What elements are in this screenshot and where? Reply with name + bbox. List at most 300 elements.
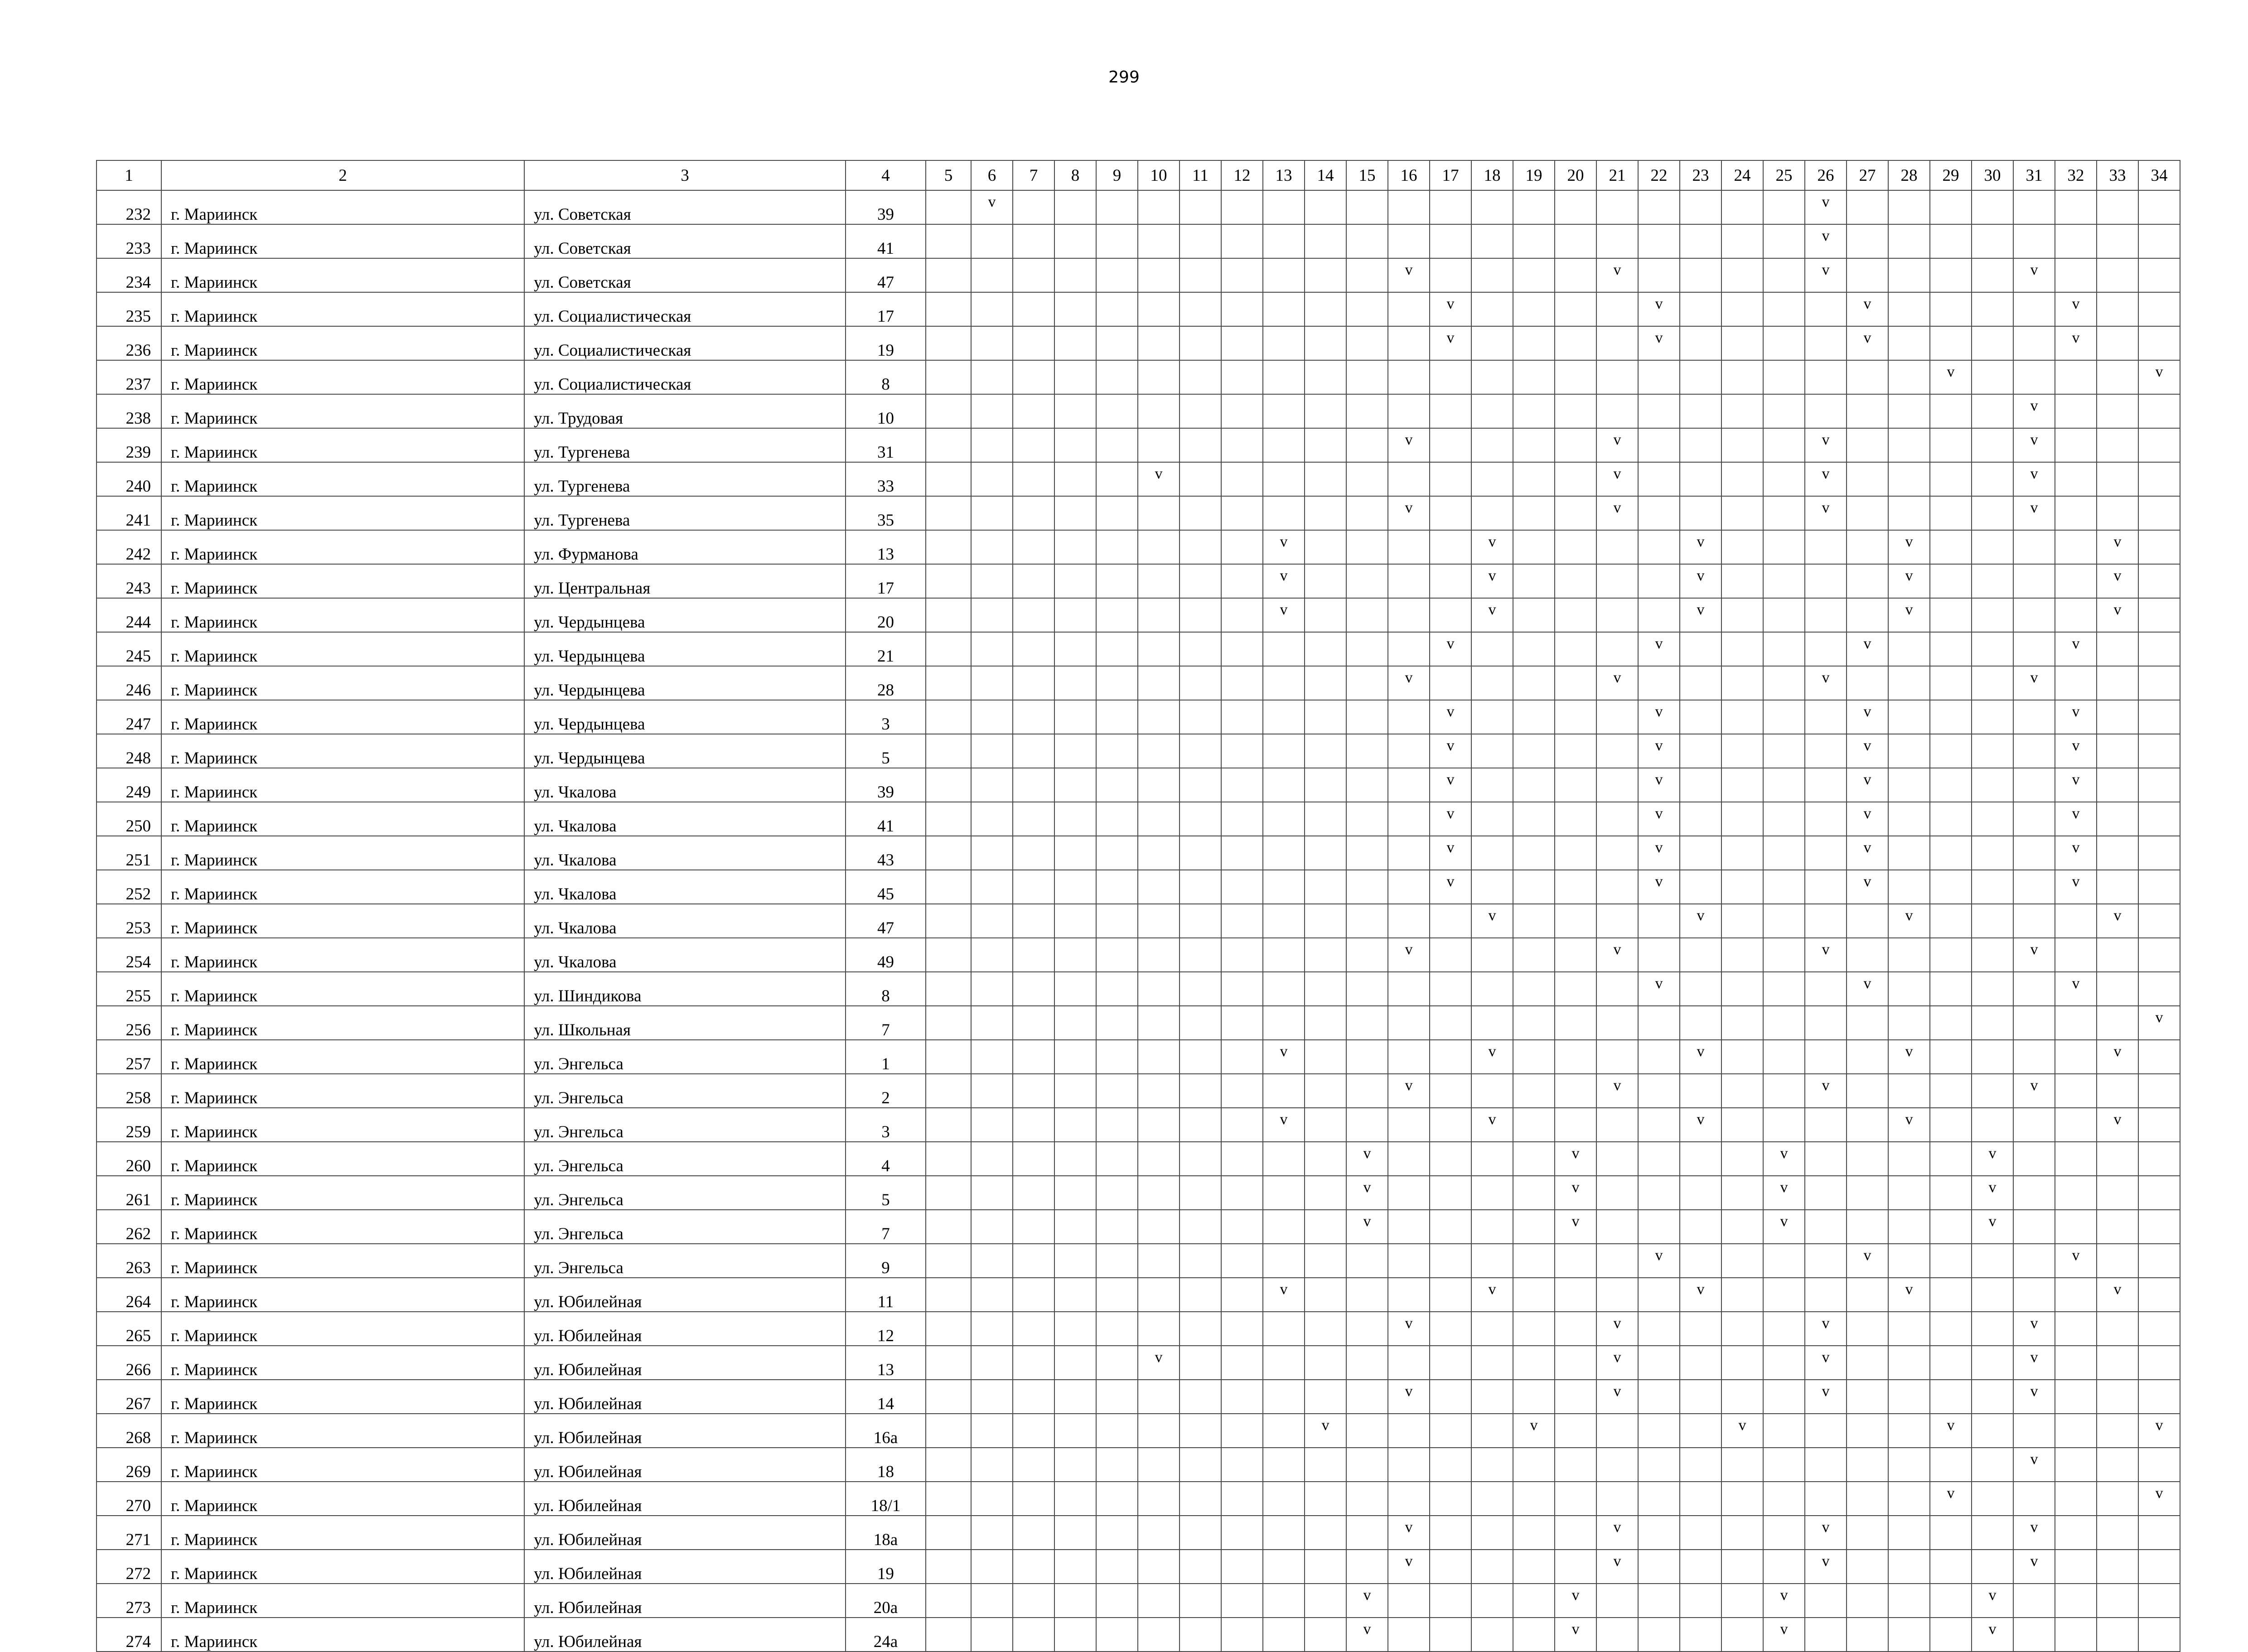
mark-cell-col-8 xyxy=(1054,1210,1096,1244)
city-cell: г. Мариинск xyxy=(161,1040,524,1074)
check-mark: v xyxy=(1305,1414,1346,1448)
house-number-cell: 47 xyxy=(846,258,926,292)
mark-cell-col-31 xyxy=(2013,700,2055,734)
street-cell: ул. Шиндикова xyxy=(524,972,846,1006)
mark-cell-col-16 xyxy=(1388,394,1430,428)
mark-cell-col-9 xyxy=(1096,224,1138,258)
mark-cell-col-9 xyxy=(1096,1244,1138,1278)
mark-cell-col-19 xyxy=(1513,1516,1555,1550)
mark-cell-col-8 xyxy=(1054,1108,1096,1142)
check-mark: v xyxy=(2138,1414,2180,1448)
mark-cell-col-8 xyxy=(1054,938,1096,972)
column-header-8: 8 xyxy=(1054,160,1096,190)
row-number-cell: 271 xyxy=(97,1516,161,1550)
mark-cell-col-5 xyxy=(926,870,971,904)
mark-cell-col-7 xyxy=(1013,1176,1054,1210)
check-mark: v xyxy=(1596,496,1638,530)
mark-cell-col-5 xyxy=(926,530,971,564)
mark-cell-col-22 xyxy=(1638,1040,1680,1074)
mark-cell-col-12 xyxy=(1221,428,1263,462)
mark-cell-col-7 xyxy=(1013,1346,1054,1380)
house-number-cell: 8 xyxy=(846,360,926,394)
mark-cell-col-18 xyxy=(1471,938,1513,972)
mark-cell-col-12 xyxy=(1221,1618,1263,1652)
mark-cell-col-32 xyxy=(2055,394,2097,428)
mark-cell-col-5 xyxy=(926,462,971,496)
mark-cell-col-17 xyxy=(1430,1346,1471,1380)
row-number-cell: 256 xyxy=(97,1006,161,1040)
column-header-14: 14 xyxy=(1305,160,1346,190)
mark-cell-col-24 xyxy=(1721,428,1763,462)
column-header-1: 1 xyxy=(97,160,161,190)
city-cell: г. Мариинск xyxy=(161,360,524,394)
mark-cell-col-13 xyxy=(1263,496,1305,530)
street-cell: ул. Советская xyxy=(524,190,846,224)
mark-cell-col-21 xyxy=(1596,1040,1638,1074)
mark-cell-col-21 xyxy=(1596,1142,1638,1176)
mark-cell-col-30 xyxy=(1972,1380,2013,1414)
mark-cell-col-34 xyxy=(2138,632,2180,666)
mark-cell-col-33 xyxy=(2097,666,2138,700)
mark-cell-col-15 xyxy=(1346,1040,1388,1074)
mark-cell-col-14 xyxy=(1305,938,1346,972)
mark-cell-col-10 xyxy=(1138,768,1180,802)
mark-cell-col-33 xyxy=(2097,632,2138,666)
mark-cell-col-9 xyxy=(1096,904,1138,938)
mark-cell-col-26 xyxy=(1805,1006,1847,1040)
mark-cell-col-32 xyxy=(2055,428,2097,462)
column-header-16: 16 xyxy=(1388,160,1430,190)
mark-cell-col-11 xyxy=(1180,972,1221,1006)
mark-cell-col-20 xyxy=(1555,734,1596,768)
mark-cell-col-27 xyxy=(1847,564,1888,598)
mark-cell-col-15 xyxy=(1346,326,1388,360)
mark-cell-col-28 xyxy=(1888,1516,1930,1550)
mark-cell-col-29 xyxy=(1930,190,1972,224)
mark-cell-col-33 xyxy=(2097,1482,2138,1516)
mark-cell-col-5 xyxy=(926,700,971,734)
mark-cell-col-25 xyxy=(1763,1516,1805,1550)
mark-cell-col-26 xyxy=(1805,1176,1847,1210)
mark-cell-col-19 xyxy=(1513,1550,1555,1584)
mark-cell-col-7 xyxy=(1013,394,1054,428)
mark-cell-col-8 xyxy=(1054,1346,1096,1380)
check-mark: v xyxy=(2013,1074,2055,1108)
house-number-cell: 28 xyxy=(846,666,926,700)
mark-cell-col-20 xyxy=(1555,462,1596,496)
check-mark: v xyxy=(1805,258,1847,292)
mark-cell-col-13 xyxy=(1263,632,1305,666)
mark-cell-col-6 xyxy=(971,1346,1013,1380)
mark-cell-col-12 xyxy=(1221,666,1263,700)
mark-cell-col-17 xyxy=(1430,1516,1471,1550)
mark-cell-col-13 xyxy=(1263,1346,1305,1380)
table-row xyxy=(97,1278,2180,1312)
check-mark: v xyxy=(1805,190,1847,224)
row-number-cell: 266 xyxy=(97,1346,161,1380)
mark-cell-col-22 xyxy=(1638,1108,1680,1142)
mark-cell-col-8 xyxy=(1054,1074,1096,1108)
check-mark: v xyxy=(1680,1108,1721,1142)
mark-cell-col-6 xyxy=(971,1516,1013,1550)
mark-cell-col-20 xyxy=(1555,972,1596,1006)
mark-cell-col-5 xyxy=(926,258,971,292)
mark-cell-col-29 xyxy=(1930,836,1972,870)
mark-cell-col-24 xyxy=(1721,1380,1763,1414)
mark-cell-col-22 xyxy=(1638,1380,1680,1414)
mark-cell-col-15 xyxy=(1346,564,1388,598)
check-mark: v xyxy=(1847,768,1888,802)
mark-cell-col-20 xyxy=(1555,1278,1596,1312)
table-row xyxy=(97,496,2180,530)
mark-cell-col-32 xyxy=(2055,1448,2097,1482)
mark-cell-col-10 xyxy=(1138,836,1180,870)
mark-cell-col-23 xyxy=(1680,972,1721,1006)
mark-cell-col-26 xyxy=(1805,802,1847,836)
mark-cell-col-27 xyxy=(1847,666,1888,700)
check-mark: v xyxy=(1680,1278,1721,1312)
row-number-cell: 255 xyxy=(97,972,161,1006)
mark-cell-col-17 xyxy=(1430,1448,1471,1482)
mark-cell-col-11 xyxy=(1180,360,1221,394)
mark-cell-col-28 xyxy=(1888,1176,1930,1210)
mark-cell-col-24 xyxy=(1721,938,1763,972)
mark-cell-col-11 xyxy=(1180,1074,1221,1108)
mark-cell-col-8 xyxy=(1054,1448,1096,1482)
check-mark: v xyxy=(2013,1550,2055,1584)
mark-cell-col-23 xyxy=(1680,360,1721,394)
check-mark: v xyxy=(1388,1550,1430,1584)
check-mark: v xyxy=(971,190,1013,224)
street-cell: ул. Советская xyxy=(524,224,846,258)
street-cell: ул. Чкалова xyxy=(524,938,846,972)
mark-cell-col-30 xyxy=(1972,632,2013,666)
mark-cell-col-10 xyxy=(1138,938,1180,972)
table-row xyxy=(97,1040,2180,1074)
mark-cell-col-6 xyxy=(971,1142,1013,1176)
mark-cell-col-24 xyxy=(1721,598,1763,632)
mark-cell-col-7 xyxy=(1013,1006,1054,1040)
mark-cell-col-15 xyxy=(1346,1108,1388,1142)
row-number-cell: 238 xyxy=(97,394,161,428)
mark-cell-col-17 xyxy=(1430,530,1471,564)
mark-cell-col-23 xyxy=(1680,802,1721,836)
mark-cell-col-27 xyxy=(1847,938,1888,972)
mark-cell-col-12 xyxy=(1221,1414,1263,1448)
mark-cell-col-12 xyxy=(1221,530,1263,564)
mark-cell-col-33 xyxy=(2097,1346,2138,1380)
mark-cell-col-32 xyxy=(2055,1482,2097,1516)
check-mark: v xyxy=(2055,870,2097,904)
table-row xyxy=(97,1074,2180,1108)
mark-cell-col-26 xyxy=(1805,530,1847,564)
check-mark: v xyxy=(1471,564,1513,598)
mark-cell-col-33 xyxy=(2097,734,2138,768)
mark-cell-col-8 xyxy=(1054,1278,1096,1312)
mark-cell-col-12 xyxy=(1221,1312,1263,1346)
mark-cell-col-7 xyxy=(1013,1380,1054,1414)
mark-cell-col-21 xyxy=(1596,1482,1638,1516)
row-number-cell: 259 xyxy=(97,1108,161,1142)
mark-cell-col-12 xyxy=(1221,938,1263,972)
mark-cell-col-27 xyxy=(1847,1074,1888,1108)
city-cell: г. Мариинск xyxy=(161,1176,524,1210)
mark-cell-col-24 xyxy=(1721,292,1763,326)
mark-cell-col-19 xyxy=(1513,734,1555,768)
mark-cell-col-25 xyxy=(1763,632,1805,666)
mark-cell-col-17 xyxy=(1430,904,1471,938)
mark-cell-col-26 xyxy=(1805,904,1847,938)
check-mark: v xyxy=(1847,1244,1888,1278)
table-row xyxy=(97,1142,2180,1176)
street-cell: ул. Чердынцева xyxy=(524,734,846,768)
mark-cell-col-20 xyxy=(1555,224,1596,258)
mark-cell-col-27 xyxy=(1847,462,1888,496)
mark-cell-col-13 xyxy=(1263,666,1305,700)
table-row xyxy=(97,258,2180,292)
mark-cell-col-24 xyxy=(1721,1040,1763,1074)
mark-cell-col-12 xyxy=(1221,1380,1263,1414)
table-row xyxy=(97,428,2180,462)
mark-cell-col-18 xyxy=(1471,1176,1513,1210)
mark-cell-col-11 xyxy=(1180,326,1221,360)
house-number-cell: 19 xyxy=(846,326,926,360)
mark-cell-col-11 xyxy=(1180,1550,1221,1584)
check-mark: v xyxy=(1888,904,1930,938)
mark-cell-col-27 xyxy=(1847,904,1888,938)
table-row xyxy=(97,326,2180,360)
street-cell: ул. Тургенева xyxy=(524,462,846,496)
mark-cell-col-11 xyxy=(1180,1380,1221,1414)
mark-cell-col-27 xyxy=(1847,598,1888,632)
mark-cell-col-11 xyxy=(1180,428,1221,462)
mark-cell-col-14 xyxy=(1305,1108,1346,1142)
mark-cell-col-6 xyxy=(971,972,1013,1006)
mark-cell-col-17 xyxy=(1430,1312,1471,1346)
mark-cell-col-7 xyxy=(1013,700,1054,734)
mark-cell-col-8 xyxy=(1054,972,1096,1006)
mark-cell-col-29 xyxy=(1930,1516,1972,1550)
house-number-cell: 43 xyxy=(846,836,926,870)
street-cell: ул. Чердынцева xyxy=(524,632,846,666)
mark-cell-col-22 xyxy=(1638,1448,1680,1482)
mark-cell-col-11 xyxy=(1180,292,1221,326)
mark-cell-col-32 xyxy=(2055,1380,2097,1414)
mark-cell-col-31 xyxy=(2013,190,2055,224)
mark-cell-col-24 xyxy=(1721,1312,1763,1346)
mark-cell-col-12 xyxy=(1221,1448,1263,1482)
mark-cell-col-20 xyxy=(1555,870,1596,904)
mark-cell-col-17 xyxy=(1430,224,1471,258)
check-mark: v xyxy=(1263,1278,1305,1312)
mark-cell-col-7 xyxy=(1013,1142,1054,1176)
city-cell: г. Мариинск xyxy=(161,564,524,598)
mark-cell-col-5 xyxy=(926,1414,971,1448)
mark-cell-col-27 xyxy=(1847,258,1888,292)
mark-cell-col-31 xyxy=(2013,292,2055,326)
city-cell: г. Мариинск xyxy=(161,496,524,530)
mark-cell-col-14 xyxy=(1305,1550,1346,1584)
mark-cell-col-15 xyxy=(1346,496,1388,530)
mark-cell-col-10 xyxy=(1138,1210,1180,1244)
mark-cell-col-26 xyxy=(1805,326,1847,360)
table-row xyxy=(97,1176,2180,1210)
mark-cell-col-34 xyxy=(2138,802,2180,836)
mark-cell-col-11 xyxy=(1180,394,1221,428)
mark-cell-col-30 xyxy=(1972,428,2013,462)
mark-cell-col-25 xyxy=(1763,258,1805,292)
mark-cell-col-33 xyxy=(2097,1210,2138,1244)
mark-cell-col-11 xyxy=(1180,904,1221,938)
mark-cell-col-27 xyxy=(1847,1142,1888,1176)
check-mark: v xyxy=(2097,1040,2138,1074)
mark-cell-col-12 xyxy=(1221,1584,1263,1618)
mark-cell-col-8 xyxy=(1054,292,1096,326)
mark-cell-col-9 xyxy=(1096,1346,1138,1380)
mark-cell-col-23 xyxy=(1680,1380,1721,1414)
mark-cell-col-8 xyxy=(1054,1584,1096,1618)
mark-cell-col-18 xyxy=(1471,1482,1513,1516)
mark-cell-col-28 xyxy=(1888,1550,1930,1584)
mark-cell-col-9 xyxy=(1096,1176,1138,1210)
city-cell: г. Мариинск xyxy=(161,1346,524,1380)
mark-cell-col-18 xyxy=(1471,972,1513,1006)
mark-cell-col-34 xyxy=(2138,462,2180,496)
mark-cell-col-11 xyxy=(1180,1244,1221,1278)
mark-cell-col-14 xyxy=(1305,564,1346,598)
check-mark: v xyxy=(1888,598,1930,632)
row-number-cell: 240 xyxy=(97,462,161,496)
mark-cell-col-15 xyxy=(1346,904,1388,938)
check-mark: v xyxy=(1430,326,1471,360)
row-number-cell: 234 xyxy=(97,258,161,292)
mark-cell-col-29 xyxy=(1930,496,1972,530)
check-mark: v xyxy=(1346,1142,1388,1176)
mark-cell-col-33 xyxy=(2097,1244,2138,1278)
mark-cell-col-24 xyxy=(1721,1142,1763,1176)
mark-cell-col-9 xyxy=(1096,1414,1138,1448)
mark-cell-col-5 xyxy=(926,1244,971,1278)
mark-cell-col-11 xyxy=(1180,1584,1221,1618)
mark-cell-col-25 xyxy=(1763,1278,1805,1312)
mark-cell-col-16 xyxy=(1388,1584,1430,1618)
check-mark: v xyxy=(2055,1244,2097,1278)
mark-cell-col-22 xyxy=(1638,1210,1680,1244)
mark-cell-col-9 xyxy=(1096,1074,1138,1108)
mark-cell-col-10 xyxy=(1138,666,1180,700)
mark-cell-col-12 xyxy=(1221,190,1263,224)
mark-cell-col-23 xyxy=(1680,1074,1721,1108)
mark-cell-col-28 xyxy=(1888,258,1930,292)
mark-cell-col-28 xyxy=(1888,1210,1930,1244)
mark-cell-col-22 xyxy=(1638,428,1680,462)
mark-cell-col-6 xyxy=(971,394,1013,428)
table-row xyxy=(97,1210,2180,1244)
mark-cell-col-26 xyxy=(1805,1584,1847,1618)
mark-cell-col-6 xyxy=(971,530,1013,564)
mark-cell-col-5 xyxy=(926,1074,971,1108)
mark-cell-col-26 xyxy=(1805,1142,1847,1176)
column-header-15: 15 xyxy=(1346,160,1388,190)
mark-cell-col-9 xyxy=(1096,292,1138,326)
mark-cell-col-15 xyxy=(1346,1482,1388,1516)
mark-cell-col-34 xyxy=(2138,1278,2180,1312)
mark-cell-col-19 xyxy=(1513,1244,1555,1278)
mark-cell-col-30 xyxy=(1972,360,2013,394)
check-mark: v xyxy=(1805,1550,1847,1584)
city-cell: г. Мариинск xyxy=(161,1482,524,1516)
mark-cell-col-11 xyxy=(1180,530,1221,564)
row-number-cell: 232 xyxy=(97,190,161,224)
mark-cell-col-29 xyxy=(1930,904,1972,938)
mark-cell-col-29 xyxy=(1930,666,1972,700)
row-number-cell: 236 xyxy=(97,326,161,360)
check-mark: v xyxy=(1555,1618,1596,1652)
table-row xyxy=(97,1550,2180,1584)
check-mark: v xyxy=(1638,292,1680,326)
mark-cell-col-29 xyxy=(1930,326,1972,360)
mark-cell-col-33 xyxy=(2097,972,2138,1006)
column-header-33: 33 xyxy=(2097,160,2138,190)
city-cell: г. Мариинск xyxy=(161,1584,524,1618)
house-number-cell: 7 xyxy=(846,1006,926,1040)
mark-cell-col-7 xyxy=(1013,360,1054,394)
mark-cell-col-27 xyxy=(1847,190,1888,224)
house-number-cell: 18а xyxy=(846,1516,926,1550)
check-mark: v xyxy=(1263,530,1305,564)
table-row xyxy=(97,870,2180,904)
mark-cell-col-14 xyxy=(1305,1142,1346,1176)
mark-cell-col-15 xyxy=(1346,1516,1388,1550)
mark-cell-col-19 xyxy=(1513,598,1555,632)
mark-cell-col-34 xyxy=(2138,1176,2180,1210)
column-header-3: 3 xyxy=(524,160,846,190)
mark-cell-col-9 xyxy=(1096,666,1138,700)
mark-cell-col-22 xyxy=(1638,190,1680,224)
mark-cell-col-19 xyxy=(1513,1278,1555,1312)
mark-cell-col-12 xyxy=(1221,904,1263,938)
mark-cell-col-29 xyxy=(1930,1176,1972,1210)
mark-cell-col-22 xyxy=(1638,1278,1680,1312)
mark-cell-col-8 xyxy=(1054,1550,1096,1584)
mark-cell-col-34 xyxy=(2138,938,2180,972)
mark-cell-col-16 xyxy=(1388,1142,1430,1176)
mark-cell-col-20 xyxy=(1555,632,1596,666)
mark-cell-col-34 xyxy=(2138,836,2180,870)
mark-cell-col-12 xyxy=(1221,1244,1263,1278)
mark-cell-col-17 xyxy=(1430,394,1471,428)
mark-cell-col-14 xyxy=(1305,1516,1346,1550)
check-mark: v xyxy=(1888,1108,1930,1142)
mark-cell-col-18 xyxy=(1471,1142,1513,1176)
mark-cell-col-14 xyxy=(1305,1040,1346,1074)
mark-cell-col-7 xyxy=(1013,462,1054,496)
mark-cell-col-30 xyxy=(1972,190,2013,224)
mark-cell-col-23 xyxy=(1680,496,1721,530)
mark-cell-col-30 xyxy=(1972,938,2013,972)
mark-cell-col-34 xyxy=(2138,768,2180,802)
mark-cell-col-33 xyxy=(2097,836,2138,870)
mark-cell-col-18 xyxy=(1471,394,1513,428)
mark-cell-col-23 xyxy=(1680,1550,1721,1584)
check-mark: v xyxy=(1430,836,1471,870)
mark-cell-col-10 xyxy=(1138,360,1180,394)
mark-cell-col-30 xyxy=(1972,496,2013,530)
mark-cell-col-6 xyxy=(971,904,1013,938)
mark-cell-col-15 xyxy=(1346,1278,1388,1312)
mark-cell-col-26 xyxy=(1805,360,1847,394)
mark-cell-col-30 xyxy=(1972,768,2013,802)
